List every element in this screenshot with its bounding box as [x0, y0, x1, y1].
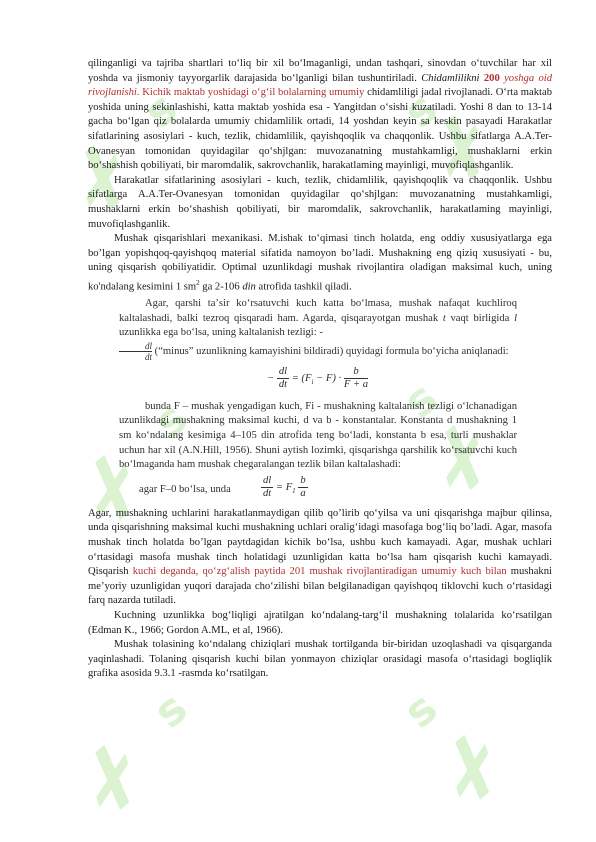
heading-inline: Chidamlilikni	[421, 72, 484, 84]
superscript: 2	[196, 278, 200, 287]
quote-text-c: uzunlikka ega boʻlsa, uning kaltalanish tezligi: -	[119, 327, 323, 339]
quote-text-d: (“minus” uzunlikning kamayishini bildiradi) quyidagi formula boʻyicha aniqlanadi:	[152, 345, 509, 357]
eq2-den: dt	[263, 487, 272, 499]
quote-paragraph-1	[119, 297, 517, 362]
quote-paragraph-2: bunda F – mushak yengadigan kuch, Fi - mushakning kaltalanish tezligi oʻlchanadigan uzunlikdagi mushakning maksimal kuchi, d va b - konstantalar. Konstanta d mushakning 1 sm koʻndalang kesimiga 4–105 din atrofida teng boʻladi, konstanta b esa, turli mushaklar uchun har xil (A.N.Hill, 1956). Shuni aytish lozimki, qisqarishga qarshilik koʻrsatuvchi kuch boʻlmaganda ham mushak chegaralangan tezlik bilan kaltalashadi:	[119, 400, 517, 471]
paragraph-4	[88, 507, 552, 609]
eq1-mid-b: − F) ·	[313, 372, 344, 384]
fraction-dl-dt	[119, 341, 152, 362]
eq1-rnum: b	[344, 366, 368, 379]
agar-label: agar F–0 boʻlsa, unda	[139, 483, 231, 495]
frac-den: dt	[145, 351, 153, 362]
eq2-frac-left	[261, 475, 273, 500]
paragraph-6: Mushak tolasining koʻndalang chiziqlari mushak tortilganda bir-biridan uzoqlashadi va qisqarganda yaqinlashadi. Tolaning qisqarish kuchi bilan yonmayon chiziqlar orasidagi masofa oʻrtasidagi bogliqlik grafika asosida 9.3.1 -rasmda koʻrsatilgan.	[88, 639, 552, 680]
svg-text:s: s	[144, 682, 198, 739]
equation-2	[261, 475, 308, 500]
eq1-frac-left	[277, 366, 289, 391]
svg-text:s: s	[394, 82, 448, 139]
eq1-num: dl	[278, 365, 288, 377]
eq2-rnum: b	[300, 474, 306, 486]
paragraph-2: Harakatlar sifatlarining asosiylari - kuch, tezlik, chidamlilik, qayishqoqlik va chaqqonlik. Ushbu sifatlarga A.A.Ter-Ovanesyan tomonidan quyidagilar qoʻshjlgan: muvozanatning mustahkamligi, mushaklarni erkin boʻshashish qobiliyati, bir maromdalik, sakrovchanlik, harakatlaming mayinligi, muvofiqlashganlik.	[88, 174, 552, 230]
eq1-den: dt	[278, 378, 288, 390]
frac-num: dl	[119, 341, 152, 352]
page-marker: 200	[483, 72, 500, 84]
eq2-mid: = F	[273, 481, 293, 493]
var-t: t	[442, 312, 446, 324]
eq2-sub: 1	[292, 486, 296, 495]
highlighted-text-2: kuchi deganda, qoʻzgʻalish paytida 201 mushak rivojlantiradigan umumiy kuch bilan	[132, 566, 507, 578]
unit-din: din	[242, 281, 256, 293]
svg-text:s: s	[394, 372, 448, 429]
eq1-rden: F + a	[343, 378, 369, 390]
quote-text-b: vaqt birligida	[445, 312, 515, 324]
paragraph-4-text-cont: mushakni meʼyoriy uzunligidan yuqori darajada choʻzilishi bilan belgilanadigan qayishqoq tiklovchi kuch oʻrtasidagi farq nazarda tutiladi.	[88, 566, 552, 607]
scanned-block	[119, 297, 517, 505]
paragraph-3-text-end: atrofida tashkil qiladi.	[255, 281, 352, 293]
highlighted-text: Kichik maktab yoshidagi oʻgʻil bolalarning umumiy	[142, 87, 365, 99]
svg-text:s: s	[394, 682, 448, 739]
eq2-frac-right	[298, 475, 307, 500]
paragraph-4-text: Agar, mushakning uchlarini harakatlanmaydigan qilib qoʼlirib qoʻyilsa va uni qisqarishga majbur qilinsa, unda qisqarishning maksimal kuchi mushakning uchlari oralig‘idagi masofaga bog‘liq boʼladi. Agar, masofa mushak tinch holatda boʼlgan paytdagidan kichik boʻlsa, ushbu kuch kamayadi. Agar, mushak uchlari oʻrtasidagi masofa mushak tinch holatidagi uzunligidan katta boʻlsa ham qisqarish kuchi kamayadi. Qisqarish	[88, 507, 552, 578]
paragraph-3	[88, 232, 552, 295]
equation-1	[267, 366, 368, 391]
formula-limit	[119, 475, 517, 505]
eq2-rden: a	[300, 487, 306, 499]
eq1-frac-right	[344, 366, 368, 391]
var-l: l	[514, 312, 518, 324]
quote-text: Agar, qarshi taʼsir koʻrsatuvchi kuch katta boʻlmasa, mushak nafaqat kuchliroq kaltalashadi, balki tezroq qisqaradi ham. Agarda, qisqarayotgan mushak	[119, 298, 517, 324]
eq2-num: dl	[263, 474, 272, 486]
paragraph-3-text-cont: ga 2-106	[199, 281, 243, 293]
svg-text:s: s	[144, 392, 198, 449]
svg-text:s: s	[134, 82, 188, 139]
document-page	[88, 57, 552, 682]
eq1-mid: = (F	[289, 372, 312, 384]
eq1-sub: i	[311, 377, 314, 386]
paragraph-5: Kuchning uzunlikka bog‘liqligi ajratilgan koʻndalang-targʻil mushakning tolalarida koʻrsatilgan (Edman K., 1966; Gordon A.ML, et al, 1966).	[88, 609, 552, 636]
paragraph-1-text: qilinganligi va tajriba shartlari toʻliq bir xil boʻlmaganligi, undan tashqari, sinovdan oʻtuvchilar har xil yoshda va jismoniy tayyorgarlik darajasida boʻlganligi bilan tushuntiriladi.	[88, 58, 552, 84]
heading-inline-red: yoshga oid rivojlanishi.	[88, 72, 552, 99]
paragraph-1	[88, 57, 552, 174]
minus-sign: −	[267, 372, 275, 384]
formula-hill	[119, 364, 517, 398]
paragraph-3-text: Mushak qisqarishlari mexanikasi. M.ishak toʻqimasi tinch holatda, eng oddiy xususiyatlarga ega boʼlgan yopishqoq-qayishqoq material sifatida namoyon boʼladi. Mushakning eng qiziq xususiyati - bu, uning qisqarish qobiliyatidir. Optimal uzunlikdagi mushak rivojlantira oladigan maksimal kuch, uning ko'ndalang kesimini 1 sm	[88, 233, 552, 293]
paragraph-1-text-cont: chidamliligi jadal rivojlanadi. Oʻrta maktab yoshida uning sekinlashishi, katta maktab yoshida esa - Yangitdan oʻsishi kuzatiladi. Yoshi 8 dan to 13-14 gacha boʻlgan qiz bolalarda umumiy chidamlilik ortadi, 14 yoshdan keyin sa keskin pasayadi Harakatlar sifatlarining asosiylari - kuch, tezlik, chidamlilik, qayishqoqlik va chaqqonlik. Ushbu sifatlarga A.A.Ter-Ovanesyan tomonidan quyidagilar qoʻshjlgan: muvozanatning mustahkamligi, mushaklarni erkin boʻshashish qobiliyati, bir maromdalik, sakrovchanlik, harakatlaming mayinligi, muvofiqlashganlik.	[88, 87, 552, 172]
